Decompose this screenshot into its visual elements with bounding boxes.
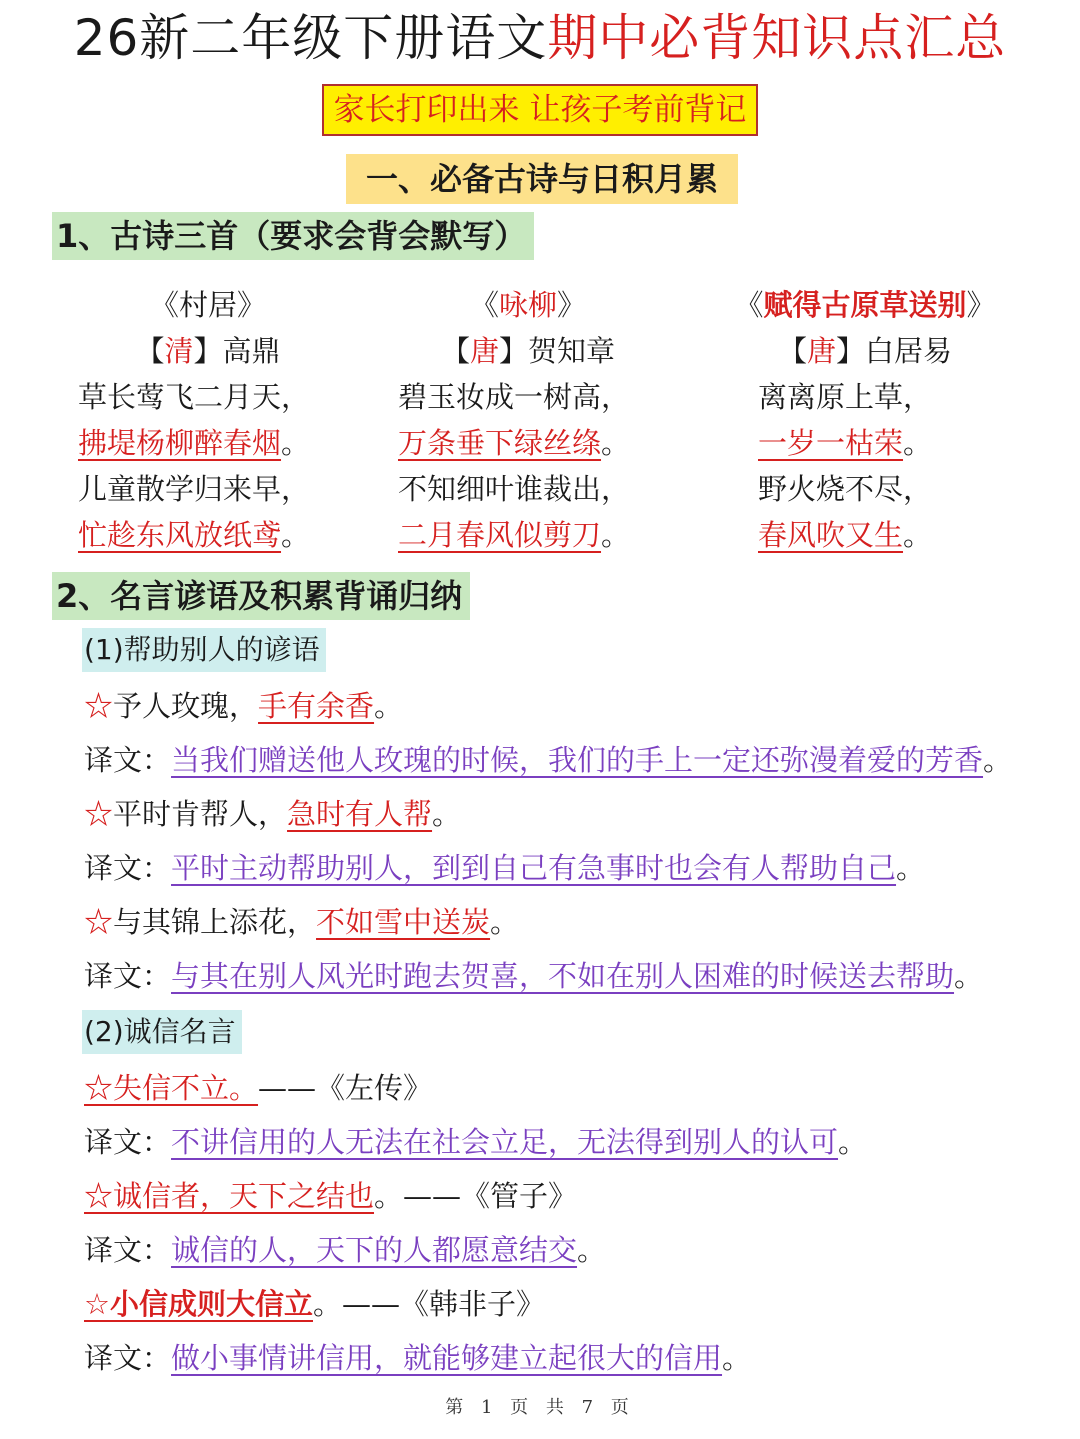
poem-3 [720, 282, 1010, 558]
poem-line: 离离原上草， [758, 380, 933, 414]
title-black: 26新二年级下册语文 [73, 9, 548, 67]
saying-line: ☆予人玫瑰，手有余香。 [84, 689, 404, 723]
star-icon: ☆ [84, 689, 114, 723]
poem-1 [78, 282, 338, 558]
poem-line: 野火烧不尽， [758, 472, 933, 506]
poem-title-text: 赋得古原草送别 [763, 288, 967, 322]
star-icon: ☆ [84, 797, 114, 831]
poem-line: 忙趁东风放纸鸢。 [78, 518, 311, 552]
poem-line: 草长莺飞二月天， [78, 380, 311, 414]
quote-line: ☆诚信者，天下之结也。——《管子》 [84, 1179, 578, 1213]
subheading-help: (1)帮助别人的谚语 [82, 628, 326, 672]
translation-line: 译文：平时主动帮助别人，到到自己有急事时也会有人帮助自己。 [84, 851, 926, 885]
poem-author: 【清】高鼎 [135, 334, 281, 368]
poem-title-text: 村居 [178, 288, 237, 322]
translation-line: 译文：做小事情讲信用，就能够建立起很大的信用。 [84, 1341, 752, 1375]
page-title [0, 6, 1080, 70]
poem-title-text: 咏柳 [498, 288, 557, 322]
poem-line: 拂堤杨柳醉春烟。 [78, 426, 311, 460]
section-heading: 一、必备古诗与日积月累 [346, 154, 738, 204]
poem-line: 儿童散学归来早， [78, 472, 311, 506]
poem-title: 《赋得古原草送别》 [734, 288, 996, 322]
star-icon: ☆ [84, 905, 114, 939]
poem-author: 【唐】白居易 [777, 334, 953, 368]
poem-line: 碧玉妆成一树高， [398, 380, 631, 414]
saying-line: ☆与其锦上添花，不如雪中送炭。 [84, 905, 520, 939]
subheading-honesty: (2)诚信名言 [82, 1010, 242, 1054]
poem-dynasty: 唐 [469, 334, 499, 368]
title-red: 期中必背知识点汇总 [547, 9, 1007, 67]
part2-heading: 2、名言谚语及积累背诵归纳 [52, 572, 470, 620]
poem-line: 万条垂下绿丝绦。 [398, 426, 631, 460]
poem-line: 不知细叶谁裁出， [398, 472, 631, 506]
translation-line: 译文：诚信的人，天下的人都愿意结交。 [84, 1233, 607, 1267]
part1-heading: 1、古诗三首（要求会背会默写） [52, 212, 534, 260]
poem-2 [398, 282, 658, 558]
page-number: 第 1 页 共 7 页 [445, 1397, 635, 1418]
translation-line: 译文：与其在别人风光时跑去贺喜，不如在别人困难的时候送去帮助。 [84, 959, 984, 993]
quote-line: ☆失信不立。——《左传》 [84, 1071, 433, 1105]
translation-line: 译文：不讲信用的人无法在社会立足，无法得到别人的认可。 [84, 1125, 868, 1159]
poem-author: 【唐】贺知章 [440, 334, 616, 368]
poem-title: 《咏柳》 [469, 288, 587, 322]
saying-line: ☆平时肯帮人，急时有人帮。 [84, 797, 462, 831]
poem-title: 《村居》 [149, 288, 267, 322]
translation-line: 译文：当我们赠送他人玫瑰的时候，我们的手上一定还弥漫着爱的芳香。 [84, 743, 1013, 777]
subtitle-banner: 家长打印出来 让孩子考前背记 [322, 84, 758, 136]
poem-line: 一岁一枯荣。 [758, 426, 933, 460]
poem-dynasty: 清 [164, 334, 194, 368]
poem-line: 春风吹又生。 [758, 518, 933, 552]
poem-line: 二月春风似剪刀。 [398, 518, 631, 552]
poem-dynasty: 唐 [806, 334, 836, 368]
quote-line: ☆小信成则大信立。——《韩非子》 [84, 1287, 546, 1321]
